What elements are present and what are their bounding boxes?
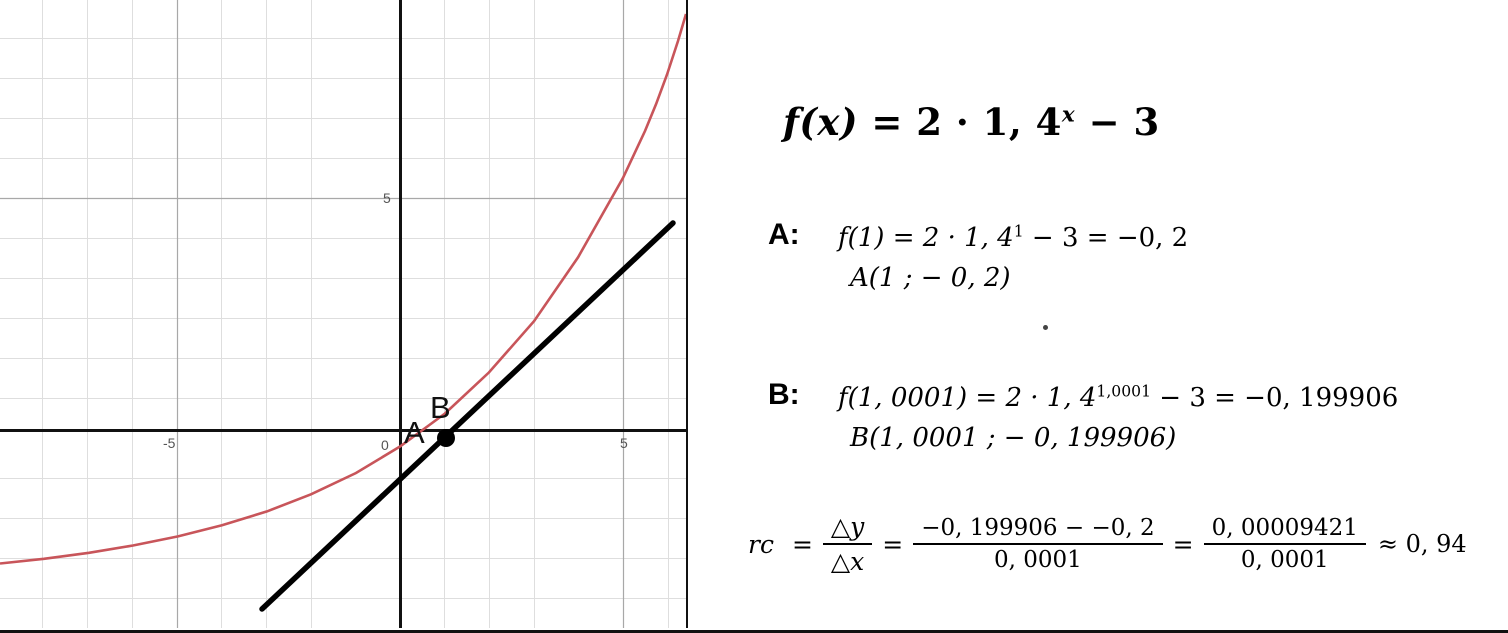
rc-fraction-values (913, 513, 1162, 577)
block-a-line1-exp: 1 (1013, 222, 1024, 241)
y-tick-5: 5 (383, 190, 391, 206)
rc-frac2-den: 0, 0001 (994, 547, 1082, 574)
rc-frac2-num: −0, 199906 − −0, 2 (921, 514, 1155, 541)
math-panel (688, 0, 1508, 628)
block-b-line2: B(1, 0001 ; − 0, 199906) (850, 423, 1177, 454)
rc-frac3-den: 0, 0001 (1240, 547, 1329, 574)
rc-fraction-symbolic (823, 510, 872, 579)
rc-fraction-simplified (1204, 513, 1366, 577)
block-b (768, 378, 1398, 459)
block-a (768, 218, 1188, 299)
block-b-lines (838, 378, 1398, 459)
main-formula-rhs-suffix: − 3 (1088, 100, 1160, 144)
rc-frac1-den: △x (830, 547, 865, 577)
rc-eq-2: = (882, 529, 904, 559)
point-marker-ab (437, 429, 455, 447)
main-formula-rhs-prefix: = 2 · 1, 4 (871, 100, 1062, 144)
main-formula-lhs: f(x) (783, 100, 858, 144)
main-formula-exponent: x (1061, 102, 1076, 128)
origin-label: 0 (381, 437, 389, 453)
coordinate-graph (0, 0, 686, 628)
block-b-line1 (838, 378, 1398, 418)
x-tick--5: -5 (163, 435, 176, 451)
exponential-curve (0, 14, 686, 564)
stray-dot (1043, 325, 1048, 330)
rc-label: rc (748, 529, 774, 559)
block-a-lines (838, 218, 1188, 299)
block-b-tag: B: (768, 378, 800, 411)
rc-result: ≈ 0, 94 (1377, 530, 1467, 559)
block-b-line1-suffix: − 3 = −0, 199906 (1159, 383, 1399, 413)
rc-eq-3: = (1172, 529, 1194, 559)
block-a-line1 (838, 218, 1188, 258)
rc-equation (748, 510, 1467, 579)
block-a-tag: A: (768, 218, 800, 251)
main-formula (783, 100, 1160, 144)
point-label-a: A (404, 415, 425, 450)
rc-eq-1: = (791, 529, 813, 559)
rc-frac3-num: 0, 00009421 (1211, 514, 1358, 541)
graph-panel (0, 0, 688, 628)
tangent-line (262, 223, 673, 609)
block-a-line1-prefix: f(1) = 2 · 1, 4 (838, 223, 1014, 253)
block-b-line1-exp: 1,0001 (1096, 382, 1151, 401)
block-a-line1-suffix: − 3 = −0, 2 (1031, 223, 1189, 253)
rc-frac1-num: △y (830, 512, 865, 541)
block-b-line1-prefix: f(1, 0001) = 2 · 1, 4 (838, 383, 1097, 413)
x-tick-5: 5 (620, 435, 628, 451)
block-a-line2: A(1 ; − 0, 2) (850, 263, 1011, 294)
point-label-b: B (430, 390, 451, 425)
